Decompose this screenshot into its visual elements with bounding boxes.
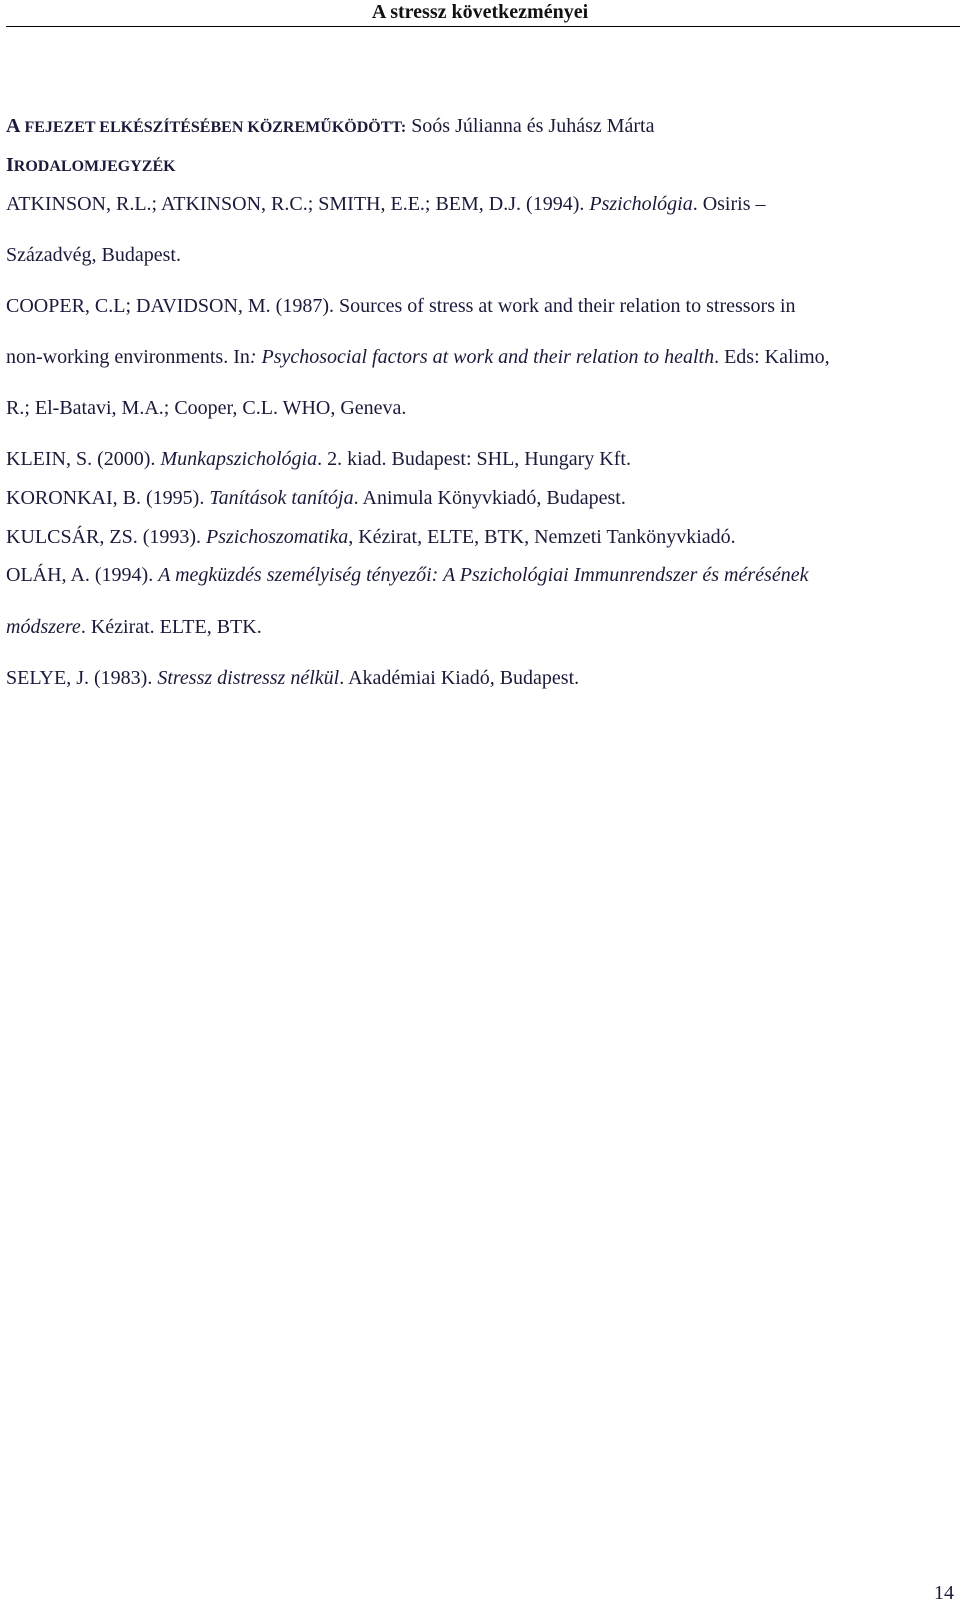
bib-kulcsar-title: Pszichoszomatika (206, 526, 349, 548)
bib-olah-authors: OLÁH, A. (1994). (6, 564, 159, 586)
bib-entry-olah-line1 (6, 563, 808, 587)
bib-selye-title: Stressz distressz nélkül (157, 667, 340, 689)
bib-koronkai-publisher: . Animula Könyvkiadó, Budapest. (353, 487, 626, 509)
bibliography-heading-rest: RODALOMJEGYZÉK (13, 158, 176, 175)
header-divider (6, 26, 960, 27)
bib-cooper-book-title: : Psychosocial factors at work and their relation to health (249, 346, 715, 368)
bib-atkinson-title: Pszichológia (589, 193, 693, 215)
bib-koronkai-authors: KORONKAI, B. (1995). (6, 487, 210, 509)
bib-entry-olah-line2 (6, 615, 262, 639)
contributors-names: Soós Júlianna és Juhász Márta (406, 115, 655, 137)
bib-entry-atkinson-line2: Századvég, Budapest. (6, 244, 181, 266)
bib-klein-authors: KLEIN, S. (2000). (6, 448, 161, 470)
bib-olah-title-cont: módszere (6, 616, 81, 638)
bibliography-heading-cap: I (6, 154, 14, 176)
bib-kulcsar-publisher: , Kézirat, ELTE, BTK, Nemzeti Tankönyvkiadó. (348, 526, 736, 548)
bib-entry-atkinson-line1 (6, 192, 766, 216)
bib-atkinson-authors: ATKINSON, R.L.; ATKINSON, R.C.; SMITH, E.E.; BEM, D.J. (1994). (6, 193, 590, 215)
bib-entry-cooper-line1: COOPER, C.L; DAVIDSON, M. (1987). Sources of stress at work and their relation to stressors in (6, 295, 796, 317)
bib-entry-cooper-line3: R.; El-Batavi, M.A.; Cooper, C.L. WHO, Geneva. (6, 397, 407, 419)
bib-selye-authors: SELYE, J. (1983). (6, 667, 158, 689)
bib-cooper-editors: . Eds: Kalimo, (714, 346, 830, 368)
bib-entry-kulcsar (6, 525, 736, 549)
bib-entry-koronkai (6, 486, 626, 510)
contributors-label-cap: A (6, 115, 21, 137)
bib-koronkai-title: Tanítások tanítója (209, 487, 354, 509)
bib-klein-title: Munkapszichológia (160, 448, 318, 470)
page-number: 14 (934, 1582, 954, 1604)
bib-selye-publisher: . Akadémiai Kiadó, Budapest. (339, 667, 580, 689)
bib-kulcsar-authors: KULCSÁR, ZS. (1993). (6, 526, 207, 548)
contributors-label: FEJEZET ELKÉSZÍTÉSÉBEN KÖZREMŰKÖDÖTT: (20, 119, 407, 136)
bib-atkinson-publisher: . Osiris – (692, 193, 766, 215)
bibliography-heading (6, 153, 176, 179)
bib-entry-cooper-line2 (6, 345, 830, 369)
bib-entry-klein (6, 447, 631, 471)
running-header: A stressz következményei (371, 1, 589, 23)
bib-olah-publisher: . Kézirat. ELTE, BTK. (80, 616, 262, 638)
bib-entry-selye (6, 666, 579, 690)
bib-olah-title: A megküzdés személyiség tényezői: A Pszichológiai Immunrendszer és mérésének (158, 564, 809, 586)
bib-klein-publisher: . 2. kiad. Budapest: SHL, Hungary Kft. (317, 448, 631, 470)
contributors-line (6, 114, 654, 140)
bib-cooper-in: non-working environments. In (6, 346, 250, 368)
